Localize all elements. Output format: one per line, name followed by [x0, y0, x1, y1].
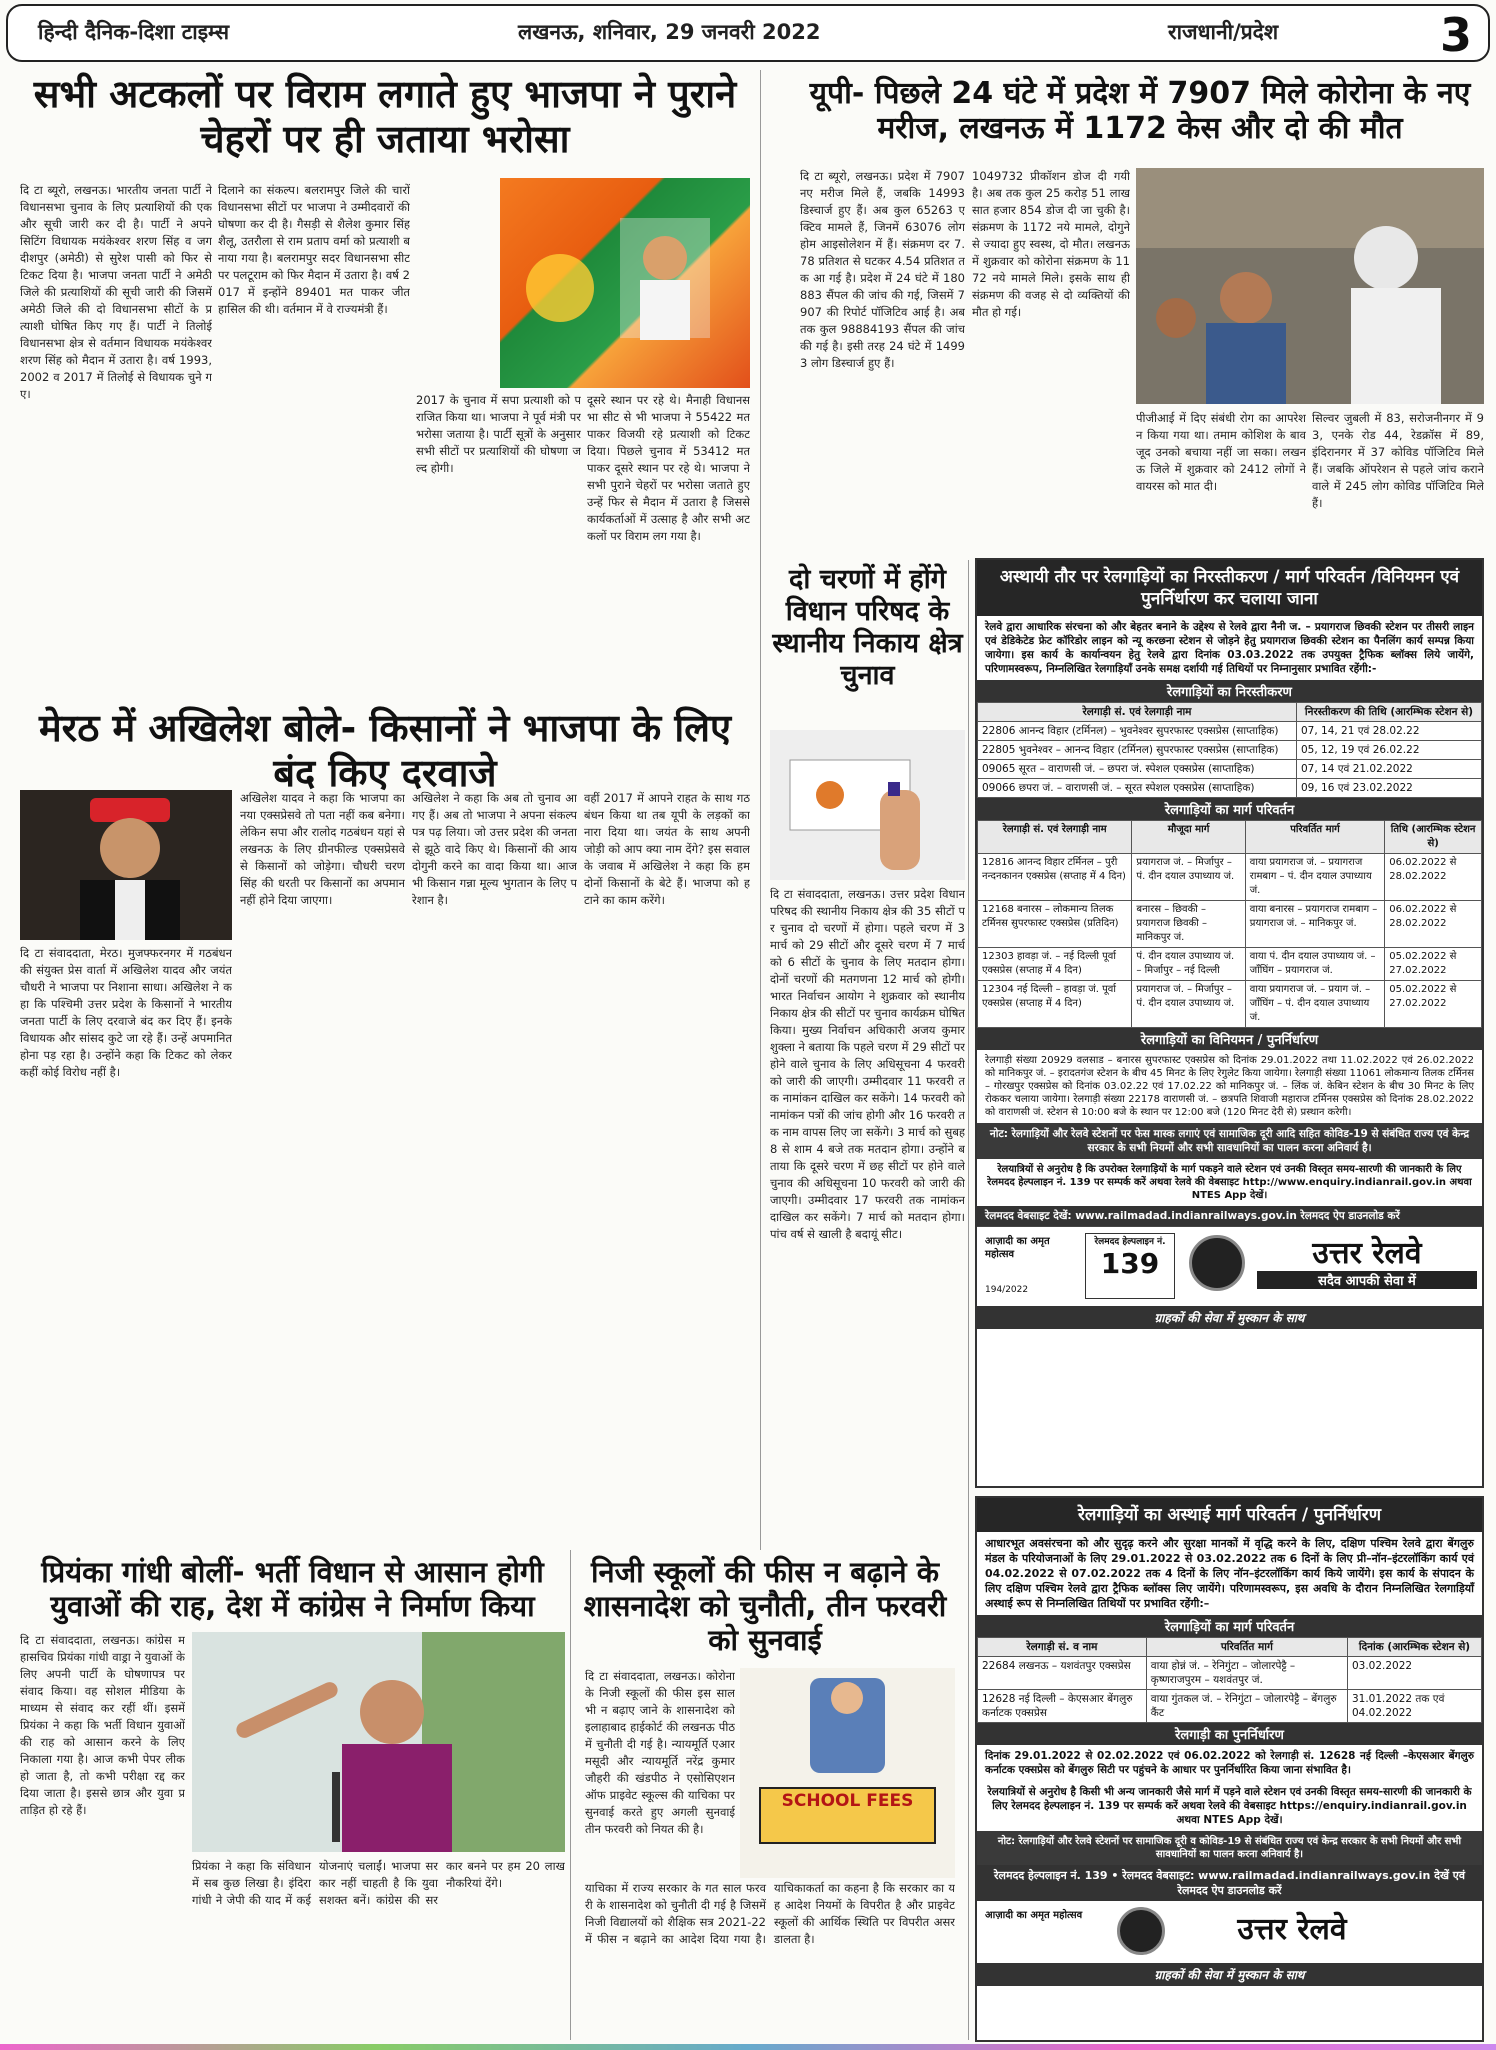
rail-ad2-bar: रेलमदद हेल्पलाइन नं. 139 • रेलमदद वेबसाइट: www.railmadad.indianrailways.gov.in देखें एवं रेलमदद ऐप डाउनलोड करें — [977, 1865, 1482, 1901]
mlc-election-headline: दो चरणों में होंगे विधान परिषद के स्थानीय निकाय क्षेत्र चुनाव — [772, 564, 963, 691]
column-divider — [760, 70, 761, 1550]
table-cell: 05, 12, 19 एवं 26.02.22 — [1296, 741, 1481, 760]
school-fees-headline: निजी स्कूलों की फीस न बढ़ाने के शासनादेश को चुनौती, तीन फरवरी को सुनवाई — [583, 1555, 947, 1658]
table-cell: 22684 लखनऊ – यशवंतपुर एक्सप्रेस — [978, 1657, 1147, 1690]
paper-name: हिन्दी दैनिक-दिशा टाइम्स — [38, 20, 230, 44]
northern-railway-logo-icon — [1117, 1907, 1165, 1955]
priyanka-story-col2: प्रियंका ने कहा कि संविधान में सब कुछ लिखा है। इंदिरा गांधी ने जेपी की याद में कई योजनाएं चलाईं। भाजपा सरकार नहीं चाहती है कि युवा सशक्त बनें। कांग्रेस की सरकार बनने पर हम 20 लाख नौकरियां देंगे। — [192, 1859, 565, 1907]
rail-ad1-footline: ग्राहकों की सेवा में मुस्कान के साथ — [977, 1306, 1482, 1329]
table-cell: 12304 नई दिल्ली – हावड़ा जं. पूर्वा एक्सप्रेस (सप्ताह में 4 दिन) — [978, 981, 1132, 1028]
table-cell: वाया होन्नं जं. – रेनिगुंटा – जोलारपेट्टै – कृष्णराजपुरम – यशवंतपुर जं. — [1146, 1657, 1347, 1690]
rail-cancel-table — [977, 702, 1482, 798]
column-divider — [968, 560, 969, 2040]
table-row — [978, 1690, 1482, 1723]
rail-ad1-intro: रेलवे द्वारा आधारिक संरचना को और बेहतर बनाने के उद्देश्य से रेलवे द्वारा नैनी ज. – प्रयागराज छिवकी स्टेशन पर तीसरी लाइन एवं डेडिकेटेड फ्रेट कॉरिडोर लाइन को न्यू करछना स्टेशन से जोड़ने हेतु प्रयागराज छिवकी स्टेशन का पैनलिंग कार्य सम्पन्न किया जायेगा। इस कार्य के कार्यान्वयन हेतु रेलवे द्वारा दिनांक 03.03.2022 तक उपयुक्त ट्रैफिक ब्लॉक्स लिये जायेंगे, परिणामस्वरूप, निम्नलिखित रेलगाड़ियाँ उनके समक्ष दर्शायी गई तिथियों पर निम्नानुसार प्रभावित रहेंगी:- — [985, 621, 1474, 675]
table-cell: बनारस – छिवकी – प्रयागराज छिवकी – मानिकपुर जं. — [1132, 901, 1245, 948]
akhilesh-story-col4: वहीं 2017 में आपने राहत के साथ गठबंधन किया था तब यूपी के लड़कों का नारा दिया था। जयंत के साथ अपनी जोड़ी को आप क्या नाम देंगे? इस सवाल के जवाब में अखिलेश ने कहा कि हम दोनों किसानों के बेटे हैं। भाजपा को हटाने का काम करेंगे। — [584, 791, 750, 907]
rail2-divert-table — [977, 1637, 1482, 1723]
voting-ink-photo — [770, 730, 965, 880]
table-cell: 22806 आनन्द विहार (टर्मिनल) – भुवनेश्वर सुपरफास्ट एक्सप्रेस (साप्ताहिक) — [978, 722, 1297, 741]
akhilesh-headline: मेरठ में अखिलेश बोले- किसानों ने भाजपा के लिए बंद किए दरवाजे — [38, 706, 732, 795]
table-cell: 06.02.2022 से 28.02.2022 — [1385, 854, 1482, 901]
page-footer-stripe — [0, 2044, 1496, 2050]
table-cell: वाया प्रयागराज जं. – प्रयागराज रामबाग – पं. दीन दयाल उपाध्याय जं. — [1245, 854, 1384, 901]
table-row — [978, 1657, 1482, 1690]
table-row — [978, 722, 1482, 741]
railway-ad-1 — [975, 558, 1484, 1488]
table-row — [978, 948, 1482, 981]
azadi-logo: आज़ादी का अमृत महोत्सव — [985, 1236, 1050, 1260]
priyanka-headline: प्रियंका गांधी बोलीं- भर्ती विधान से आसान होगी युवाओं की राह, देश में कांग्रेस ने निर्माण किया — [41, 1555, 544, 1624]
section-name: राजधानी/प्रदेश — [1168, 20, 1279, 44]
table-header: रेलगाड़ी सं. एवं रेलगाड़ी नाम — [978, 821, 1132, 854]
school-fees-story-col2: याचिका में राज्य सरकार के गत साल फरवरी के शासनादेश को चुनौती दी गई है जिसमें निजी विद्यालयों को शैक्षिक सत्र 2021-22 में फीस न बढ़ाने का आदेश दिया गया है। याचिकाकर्ता का कहना है कि सरकार का यह आदेश नियमों के विपरीत है और प्राइवेट स्कूलों की आर्थिक स्थिति पर विपरीत असर डालता है। — [585, 1881, 955, 1946]
table-cell: 06.02.2022 से 28.02.2022 — [1385, 901, 1482, 948]
rail-ad1-cancel-title: रेलगाड़ियों का निरस्तीकरण — [977, 680, 1482, 702]
bjp-story-col2: दिलाने का संकल्प। बलरामपुर जिले की चारों विधानसभा सीटों पर भाजपा ने उम्मीदवारों की घोषणा कर दी है। गैसड़ी से शैलेश कुमार सिंह शैलू, उतरौला से राम प्रताप वर्मा को प्रत्याशी बनाया गया है। बलरामपुर सदर विधानसभा सीट पर पलटूराम को फिर मैदान में उतारा है। वर्ष 2017 में इन्होंने 89401 मत पाकर जीत हासिल की थी। वर्तमान में वे राज्यमंत्री हैं। — [218, 183, 410, 316]
table-header: रेलगाड़ी सं. एवं रेलगाड़ी नाम — [978, 703, 1297, 722]
table-cell: 31.01.2022 तक एवं 04.02.2022 — [1347, 1690, 1481, 1723]
table-cell: वाया प्रयागराज जं. – प्रयाग जं. – जाँघिंग – पं. दीन दयाल उपाध्याय जं. — [1245, 981, 1384, 1028]
covid-testing-photo — [1136, 168, 1484, 404]
table-cell: 07, 14, 21 एवं 28.02.22 — [1296, 722, 1481, 741]
bjp-rally-photo — [500, 178, 750, 388]
page-number: 3 — [1439, 8, 1472, 62]
table-row — [978, 854, 1482, 901]
akhilesh-photo — [20, 790, 232, 940]
bjp-story-col3: 2017 के चुनाव में सपा प्रत्याशी को पराजित किया था। भाजपा ने पूर्व मंत्री पर भरोसा जताया है। पार्टी सूत्रों के अनुसार सभी सीटों पर प्रत्याशियों की घोषणा जल्द होगी। — [416, 393, 581, 475]
table-cell: पं. दीन दयाल उपाध्याय जं. – मिर्जापुर – नई दिल्ली — [1132, 948, 1245, 981]
table-cell: 12303 हावड़ा जं. – नई दिल्ली पूर्वा एक्सप्रेस (सप्ताह में 4 दिन) — [978, 948, 1132, 981]
table-row — [978, 779, 1482, 798]
rail-ad2-resched-title: रेलगाड़ी का पुनर्निर्धारण — [977, 1723, 1482, 1745]
helpline-box — [1085, 1233, 1175, 1299]
rail-ad1-footer — [977, 1226, 1482, 1306]
rail-ad1-bar: रेलमदद वेबसाइट देखें: www.railmadad.indianrailways.gov.in रेलमदद ऐप डाउनलोड करें — [977, 1206, 1482, 1226]
rail-ad1-note1: नोट: रेलगाड़ियों और रेलवे स्टेशनों पर फेस मास्क लगाएं एवं सामाजिक दूरी आदि सहित कोविड-19 से संबंधित राज्य एवं केन्द्र सरकार के सभी नियमों और सभी सावधानियों का पालन करना अनिवार्य है। — [977, 1123, 1482, 1159]
school-fees-photo — [740, 1668, 955, 1878]
corona-story-col3: पीजीआई में दिए संबंधी रोग का आपरेशन किया गया था। तमाम कोशिश के बावजूद उनको बचाया नहीं जा सका। लखनऊ जिले में शुक्रवार को 2412 लोगों ने वायरस को मात दी। — [1136, 411, 1306, 493]
rail-ad2-note2: नोट: रेलगाड़ियों और रेलवे स्टेशनों पर सामाजिक दूरी व कोविड-19 से संबंधित राज्य एवं केन्द्र सरकार के सभी नियमों और सभी सावधानियों का पालन करना अनिवार्य है। — [977, 1831, 1482, 1865]
corona-story-col2: 1049732 प्रीकॉशन डोज दी गयी है। अब तक कुल 25 करोड़ 51 लाख सात हजार 854 डोज दी जा चुकी है। संक्रमण के 1172 नये मामले, दोगुने से ज्यादा हुए स्वस्थ, दो मौत। लखनऊ में शुक्रवार को कोरोना संक्रमण के 1172 नये मामले मिले। इसके साथ ही संक्रमण की वजह से दो व्यक्तियों की मौत हो गई। — [972, 169, 1130, 319]
table-cell: प्रयागराज जं. – मिर्जापुर – पं. दीन दयाल उपाध्याय जं. — [1132, 981, 1245, 1028]
priyanka-photo — [192, 1632, 565, 1852]
mlc-election-story: दि टा संवाददाता, लखनऊ। उत्तर प्रदेश विधान परिषद की स्थानीय निकाय क्षेत्र की 35 सीटों पर चुनाव दो चरणों में होगा। पहले चरण में 3 मार्च को 29 सीटों और दूसरे चरण में 7 मार्च को 6 सीटों के चुनाव के लिए मतदान होगा। दोनों चरणों की मतगणना 12 मार्च को होगी। भारत निर्वाचन आयोग ने शुक्रवार को स्थानीय निकाय क्षेत्र की सीटों पर चुनाव कार्यक्रम घोषित किया। मुख्य निर्वाचन अधिकारी अजय कुमार शुक्ला ने बताया कि पहले चरण में 29 सीटों पर होने वाले चुनाव के लिए अधिसूचना 4 फरवरी को जारी की जाएगी। उम्मीदवार 11 फरवरी तक नामांकन दाखिल कर सकेंगे। 14 फरवरी को नामांकन पत्रों की जांच होगी और 16 फरवरी तक नाम वापस लिए जा सकेंगे। 3 मार्च को सुबह 8 से शाम 4 बजे तक मतदान होगा। उन्होंने बताया कि दूसरे चरण में छह सीटों पर होने वाले चुनाव की अधिसूचना 10 फरवरी को जारी की जाएगी। उम्मीदवार 17 फरवरी तक नामांकन दाखिल कर सकेंगे। 7 मार्च को मतदान होगा। पांच वर्ष से खाली है बदायूं सीट। — [770, 887, 965, 1241]
rail-ad2-footline: ग्राहकों की सेवा में मुस्कान के साथ — [977, 1963, 1482, 1986]
rail-ad2-divert-title: रेलगाड़ियों का मार्ग परिवर्तन — [977, 1615, 1482, 1637]
rail2-brand: उत्तर रेलवे — [1237, 1912, 1347, 1947]
rail-ad1-reg-text: रेलगाड़ी संख्या 20929 वलसाड – बनारस सुपरफास्ट एक्सप्रेस को दिनांक 29.01.2022 तथा 11.02.2022 एवं 26.02.2022 को मानिकपुर जं. – इरादतगंज स्टेशन के बीच 45 मिनट के लिए रेगुलेट किया जायेगा। रेलगाड़ी संख्या 11061 लोकमान्य तिलक टर्मिनस – गोरखपुर एक्सप्रेस को दिनांक 03.02.22 एवं 17.02.22 को मानिकपुर जं. – लिंक जं. केबिन स्टेशन के बीच 30 मिनट के लिए रोककर चलाया जायेगा। रेलगाड़ी संख्या 22178 वाराणसी जं. – छत्रपति शिवाजी महाराज टर्मिनस एक्सप्रेस को दिनांक 28.02.2022 को वाराणसी जं. स्टेशन से 10:00 बजे के स्थान पर 12:00 बजे (120 मिनट देरी से) प्रस्थान करेगी। — [985, 1055, 1474, 1118]
table-row — [978, 901, 1482, 948]
table-cell: 09066 छपरा जं. – वाराणसी जं. – सूरत स्पेशल एक्सप्रेस (साप्ताहिक) — [978, 779, 1297, 798]
corona-story-col4: सिल्वर जुबली में 83, सरोजनीनगर में 93, एनके रोड 44, रेडक्रॉस में 89, इंदिरानगर में 37 कोविड पॉजिटिव मिले हैं। जबकि ऑपरेशन से पहले जांच कराने वाले में 245 लोग कोविड पॉजिटिव मिले हैं। — [1312, 411, 1484, 510]
rail-ad2-intro: आधारभूत अवसंरचना को और सुदृढ़ करने और सुरक्षा मानकों में वृद्धि करने के लिए, दक्षिण पश्चिम रेलवे द्वारा बेंगलुरु मंडल के परियोजनाओं के लिए 29.01.2022 से 03.02.2022 तक 6 दिनों के लिए प्री–नॉन–इंटरलॉकिंग कार्य एवं 04.02.2022 से 07.02.2022 तक 4 दिनों के लिए नॉन–इंटरलॉकिंग कार्य किये जायेंगे। इस कार्य के संपादन के लिए दक्षिण पश्चिम रेलवे द्वारा ट्रैफिक ब्लॉक्स लिए जायेंगे। परिणामस्वरूप, इस अवधि के दौरान निम्नलिखित रेलगाड़ियाँ अस्थाई रूप से निम्नलिखित तिथियों पर प्रभावित रहेंगी:– — [985, 1537, 1474, 1610]
bjp-headline: सभी अटकलों पर विराम लगाते हुए भाजपा ने पुराने चेहरों पर ही जताया भरोसा — [33, 72, 737, 161]
table-cell: 05.02.2022 से 27.02.2022 — [1385, 948, 1482, 981]
rail-ad1-note2: रेलयात्रियों से अनुरोध है कि उपरोक्त रेलगाड़ियों के मार्ग पकड़ने वाले स्टेशन एवं उनकी विस्तृत समय-सारणी की जानकारी के लिए रेलमदद हेल्पलाइन नं. 139 पर सम्पर्क करें अथवा रेलवे की वेबसाइट http://www.enquiry.indianrail.gov.in अथवा NTES App देखें। — [987, 1164, 1472, 1201]
table-cell: 03.02.2022 — [1347, 1657, 1481, 1690]
corona-headline: यूपी- पिछले 24 घंटे में प्रदेश में 7907 मिले कोरोना के नए मरीज, लखनऊ में 1172 केस और दो की मौत — [809, 76, 1471, 147]
table-cell: 07, 14 एवं 21.02.2022 — [1296, 760, 1481, 779]
azadi-logo: आज़ादी का अमृत महोत्सव — [985, 1910, 1083, 1921]
table-cell: 12816 आनन्द विहार टर्मिनल – पुरी नन्दनकानन एक्सप्रेस (सप्ताह में 4 दिन) — [978, 854, 1132, 901]
school-fees-sign: SCHOOL FEES — [781, 1791, 914, 1811]
priyanka-story-col1: दि टा संवाददाता, लखनऊ। कांग्रेस महासचिव प्रियंका गांधी वाड्रा ने युवाओं के लिए अपनी पार्टी के घोषणापत्र पर संवाद किया। वह सोशल मीडिया के माध्यम से संवाद कर रहीं थीं। इसमें प्रियंका ने कहा कि भर्ती विधान युवाओं की राह को आसान करने के लिए निकाला गया है। आज कभी पेपर लीक हो जाता है, तो कभी परीक्षा रद्द कर दिया जाता है। इससे छात्र और युवा प्रताड़ित हो रहे हैं। — [20, 1633, 185, 1817]
table-header: मौजूदा मार्ग — [1132, 821, 1245, 854]
table-header: तिथि (आरम्भिक स्टेशन से) — [1385, 821, 1482, 854]
table-cell: 12168 बनारस – लोकमान्य तिलक टर्मिनस सुपरफास्ट एक्सप्रेस (प्रतिदिन) — [978, 901, 1132, 948]
rail-tagline: सदैव आपकी सेवा में — [1257, 1271, 1477, 1289]
rail-ad1-header: अस्थायी तौर पर रेलगाड़ियों का निरस्तीकरण / मार्ग परिवर्तन /विनियमन एवं पुनर्निर्धारण कर चलाया जाना — [977, 560, 1482, 616]
akhilesh-story-col3: अखिलेश ने कहा कि अब तो चुनाव आ गए हैं। अब तो भाजपा ने अपना संकल्प पत्र पढ़ लिया। जो उत्तर प्रदेश की जनता से झूठे वादे किए थे। किसानों की आय दोगुनी करने का वादा किया था। आज भी किसान गन्ना मूल्य भुगतान के लिए परेशान है। — [412, 791, 577, 907]
rail-ad2-footer — [977, 1901, 1482, 1963]
rail-ad1-divert-title: रेलगाड़ियों का मार्ग परिवर्तन — [977, 798, 1482, 820]
ad-code: 194/2022 — [985, 1285, 1029, 1295]
bjp-story-col1: दि टा ब्यूरो, लखनऊ। भारतीय जनता पार्टी ने विधानसभा चुनाव के लिए प्रत्याशियों की एक और सूची जारी कर दी है। पार्टी ने अपने सिटिंग विधायक मयंकेश्वर शरण सिंह व जगदीशपुर (अमेठी) से सुरेश पासी को फिर से टिकट दिया है। भाजपा जनता पार्टी ने अमेठी जिले की प्रत्याशियों की सूची जारी की जिसमें अमेठी जिले की दो विधानसभा सीटों के प्रत्याशी घोषित किए गए हैं। पार्टी ने तिलोई विधानसभा क्षेत्र से वर्तमान विधायक मयंकेश्वर शरण सिंह को मैदान में उतारा है। वर्ष 1993, 2002 व 2017 में तिलोई से विधायक चुने गए। — [20, 183, 212, 401]
rail-ad2-header: रेलगाड़ियों का अस्थाई मार्ग परिवर्तन / पुनर्निर्धारण — [977, 1498, 1482, 1532]
akhilesh-story-col1: दि टा संवाददाता, मेरठ। मुजफ्फरनगर में गठबंधन की संयुक्त प्रेस वार्ता में अखिलेश यादव और जयंत चौधरी ने भाजपा पर निशाना साधा। अखिलेश ने कहा कि पश्चिमी उत्तर प्रदेश के किसानों ने भारतीय जनता पार्टी के लिए दरवाजे बंद कर दिए हैं। इनके विधायक और सांसद कुटे जा रहे हैं। उन्हें अपमानित होना पड़ रहा है। उन्होंने कहा कि टिकट को लेकर कहीं कोई विरोध नहीं है। — [20, 946, 232, 1079]
school-fees-story-col1: दि टा संवाददाता, लखनऊ। कोरोना के निजी स्कूलों की फीस इस साल भी न बढ़ाए जाने के शासनादेश को इलाहाबाद हाईकोर्ट की लखनऊ पीठ में चुनौती दी गई है। न्यायमूर्ति एआर मसूदी और न्यायमूर्ति नरेंद्र कुमार जौहरी की खंडपीठ ने एसोसिएशन ऑफ प्राइवेट स्कूल्स की याचिका पर सुनवाई करते हुए अगली सुनवाई तीन फरवरी को नियत की है। — [585, 1669, 735, 1836]
table-cell: 09065 सूरत – वाराणसी जं. – छपरा जं. स्पेशल एक्सप्रेस (साप्ताहिक) — [978, 760, 1297, 779]
table-header: निरस्तीकरण की तिथि (आरम्भिक स्टेशन से) — [1296, 703, 1481, 722]
table-row — [978, 741, 1482, 760]
table-cell: 09, 16 एवं 23.02.2022 — [1296, 779, 1481, 798]
column-divider — [570, 1550, 571, 2040]
akhilesh-story-col2: अखिलेश यादव ने कहा कि भाजपा का नया एक्सप्रेसवे तो पता नहीं कब बनेगा। लेकिन सपा और रालोद गठबंधन यहां से लखनऊ के लिए ग्रीनफील्ड एक्सप्रेसवे से किसानों को जोड़ेगा। चौधरी चरण सिंह की धरती पर किसानों का अपमान नहीं होने दिया जाएगा। — [240, 791, 405, 907]
table-cell: प्रयागराज जं. – मिर्जापुर – पं. दीन दयाल उपाध्याय जं. — [1132, 854, 1245, 901]
rail-ad1-reg-title: रेलगाड़ियों का विनियमन / पुनर्निर्धारण — [977, 1028, 1482, 1050]
dateline: लखनऊ, शनिवार, 29 जनवरी 2022 — [518, 20, 821, 44]
table-header: दिनांक (आरम्भिक स्टेशन से) — [1347, 1638, 1481, 1657]
helpline-label: रेलमदद हेल्पलाइन नं. — [1094, 1237, 1166, 1247]
table-cell: 12628 नई दिल्ली – केएसआर बेंगलुरु कर्नाटक एक्सप्रेस — [978, 1690, 1147, 1723]
masthead — [6, 4, 1490, 62]
rail-brand: उत्तर रेलवे — [1312, 1236, 1422, 1271]
railway-ad-2 — [975, 1496, 1484, 2042]
table-row — [978, 981, 1482, 1028]
table-cell: वाया बनारस – प्रयागराज रामबाग – प्रयागराज जं. – मानिकपुर जं. — [1245, 901, 1384, 948]
table-cell: वाया पं. दीन दयाल उपाध्याय जं. – जाँघिंग – प्रयागराज जं. — [1245, 948, 1384, 981]
table-header: परिवर्तित मार्ग — [1245, 821, 1384, 854]
table-cell: 22805 भुवनेश्वर – आनन्द विहार (टर्मिनल) सुपरफास्ट एक्सप्रेस (साप्ताहिक) — [978, 741, 1297, 760]
northern-railway-logo-icon — [1189, 1235, 1245, 1291]
table-cell: 05.02.2022 से 27.02.2022 — [1385, 981, 1482, 1028]
helpline-number: 139 — [1100, 1247, 1160, 1280]
bjp-story-col4: दूसरे स्थान पर रहे थे। मैनाही विधानसभा सीट से भी भाजपा ने 55422 मत पाकर विजयी रहे प्रत्याशी को टिकट दिया। पिछले चुनाव में 53412 मत पाकर दूसरे स्थान पर रहे थे। भाजपा ने सभी पुराने चेहरों पर भरोसा जताते हुए उन्हें फिर से मैदान में उतारा है जिससे कार्यकर्ताओं में उत्साह है और सभी अटकलों पर विराम लग गया है। — [587, 393, 750, 543]
rail-ad2-resched-text: दिनांक 29.01.2022 से 02.02.2022 एवं 06.02.2022 को रेलगाड़ी सं. 12628 नई दिल्ली –केएसआर बेंगलुरु कर्नाटक एक्सप्रेस को बेंगलुरु सिटी पर पहुंचने के आधार पर पुनर्निर्धारित किया जाना संभावित है। — [985, 1750, 1474, 1776]
table-header: परिवर्तित मार्ग — [1146, 1638, 1347, 1657]
table-header: रेलगाड़ी सं. व नाम — [978, 1638, 1147, 1657]
rail-divert-table — [977, 820, 1482, 1028]
corona-story-col1: दि टा ब्यूरो, लखनऊ। प्रदेश में 7907 नए मरीज मिले हैं, जबकि 14993 डिस्चार्ज हुए हैं। अब कुल 65263 एक्टिव मामले हैं, जिनमें 63076 लोग होम आइसोलेशन में हैं। संक्रमण दर 7.78 प्रतिशत से घटकर 4.54 प्रतिशत तक आ गई है। प्रदेश में 24 घंटे में 180883 सैंपल की जांच की गई, जिसमें 7907 की रिपोर्ट पॉजिटिव आई है। अब तक कुल 98884193 सैंपल की जांच की गई है। इसी तरह 24 घंटे में 14993 लोग डिस्चार्ज हुए हैं। — [800, 169, 965, 370]
rail-ad2-note1: रेलयात्रियों से अनुरोध है किसी भी अन्य जानकारी जैसे मार्ग में पड़ने वाले स्टेशन एवं उनकी विस्तृत समय-सारणी की जानकारी के लिए रेलमदद हेल्पलाइन नं. 139 पर सम्पर्क करें अथवा रेलवे की वेबसाइट https://enquiry.indianrail.gov.in अथवा NTES App देखें। — [987, 1786, 1472, 1826]
table-row — [978, 760, 1482, 779]
table-cell: वाया गुंतकल जं. – रेनिगुंटा – जोलारपेट्टै – बेंगलुरु कैंट — [1146, 1690, 1347, 1723]
